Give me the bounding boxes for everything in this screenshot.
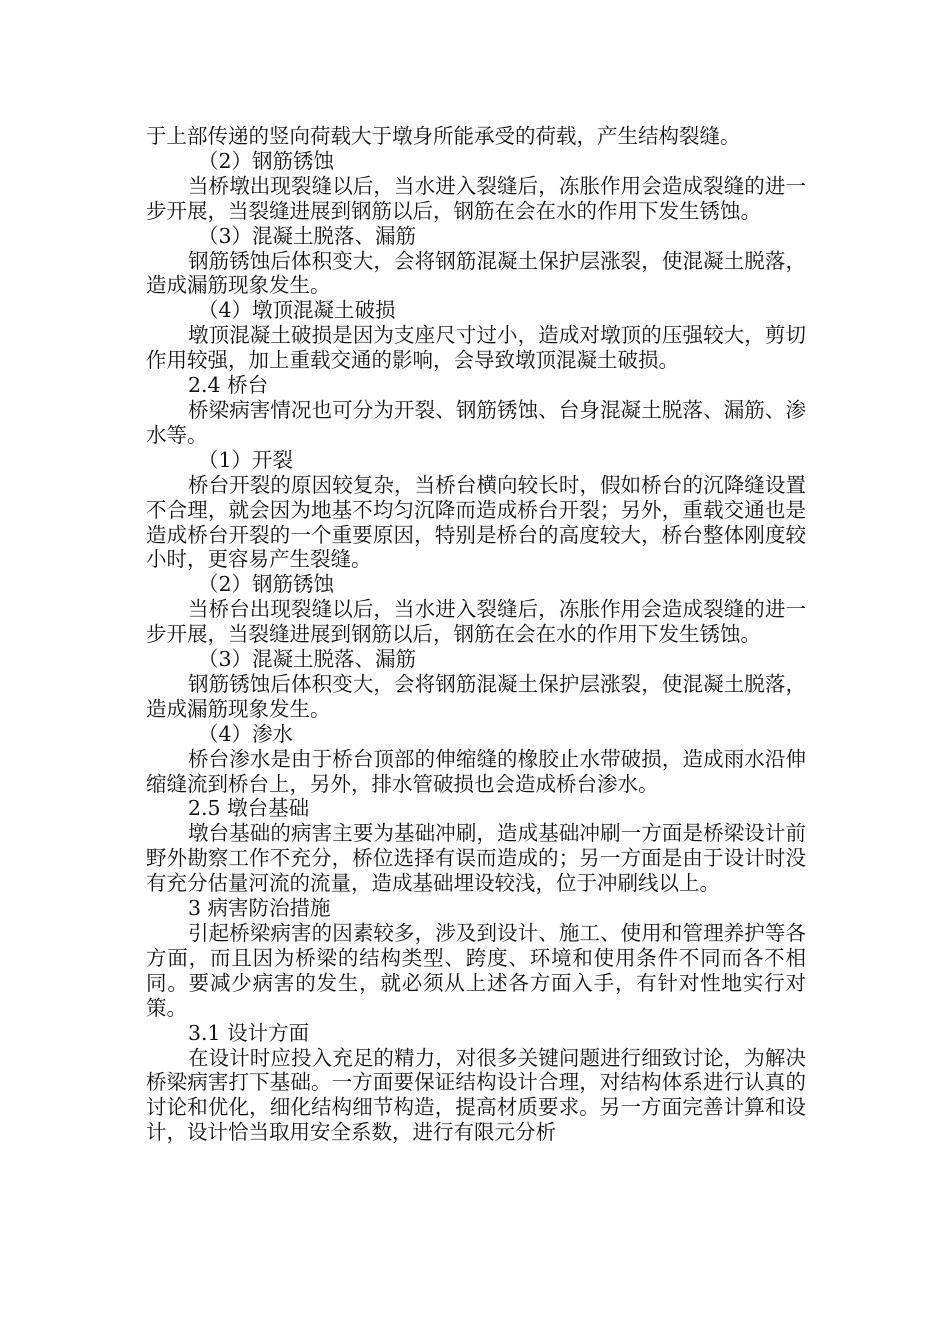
paragraph: 引起桥梁病害的因素较多，涉及到设计、施工、使用和管理养护等各方面，而且因为桥梁的结构类型、跨度、环境和使用条件不同而各不相同。要减少病害的发生，就必须从上述各方面入手，有针对性地实行对策。 [146, 921, 806, 1020]
subheading-pier-top-damage: （4）墩顶混凝土破损 [198, 298, 396, 323]
subheading-abutment-cracking: （1）开裂 [198, 447, 294, 472]
paragraph: 桥台渗水是由于桥台顶部的伸缩缝的橡胶止水带破损，造成雨水沿伸缩缝流到桥台上，另外，排水管破损也会造成桥台渗水。 [146, 746, 806, 796]
subheading-abutment-concrete-spalling: （3）混凝土脱落、漏筋 [198, 647, 417, 672]
paragraph: 钢筋锈蚀后体积变大，会将钢筋混凝土保护层涨裂，使混凝土脱落，造成漏筋现象发生。 [146, 248, 806, 298]
paragraph: 当桥台出现裂缝以后，当水进入裂缝后，冻胀作用会造成裂缝的进一步开展，当裂缝进展到钢筋以后，钢筋在会在水的作用下发生锈蚀。 [146, 597, 806, 647]
paragraph: 桥台开裂的原因较复杂，当桥台横向较长时，假如桥台的沉降缝设置不合理，就会因为地基不均匀沉降而造成桥台开裂；另外，重载交通也是造成桥台开裂的一个重要原因，特别是桥台的高度较大，桥台整体刚度较小时，更容易产生裂缝。 [146, 472, 806, 572]
paragraph: 桥梁病害情况也可分为开裂、钢筋锈蚀、台身混凝土脱落、漏筋、渗水等。 [146, 397, 806, 447]
paragraph: 在设计时应投入充足的精力，对很多关键问题进行细致讨论，为解决桥梁病害打下基础。一方面要保证结构设计合理，对结构体系进行认真的讨论和优化，细化结构细节构造，提高材质要求。另一方面完善计算和设计，设计恰当取用安全系数，进行有限元分析 [146, 1045, 806, 1145]
section-heading-abutment: 2.4 桥台 [188, 373, 269, 398]
section-heading-foundation: 2.5 墩台基础 [188, 796, 310, 821]
subheading-abutment-rebar-corrosion: （2）钢筋锈蚀 [198, 572, 335, 597]
paragraph-continuation: 于上部传递的竖向荷载大于墩身所能承受的荷载，产生结构裂缝。 [146, 124, 741, 148]
section-heading-prevention-measures: 3 病害防治措施 [188, 896, 331, 921]
paragraph: 当桥墩出现裂缝以后，当水进入裂缝后，冻胀作用会造成裂缝的进一步开展，当裂缝进展到钢筋以后，钢筋在会在水的作用下发生锈蚀。 [146, 173, 806, 223]
subheading-abutment-seepage: （4）渗水 [198, 721, 294, 746]
section-heading-design-aspect: 3.1 设计方面 [188, 1020, 310, 1045]
paragraph: 墩顶混凝土破损是因为支座尺寸过小，造成对墩顶的压强较大，剪切作用较强，加上重载交通的影响，会导致墩顶混凝土破损。 [146, 323, 806, 373]
subheading-pier-rebar-corrosion: （2）钢筋锈蚀 [198, 148, 335, 173]
paragraph: 钢筋锈蚀后体积变大，会将钢筋混凝土保护层涨裂，使混凝土脱落，造成漏筋现象发生。 [146, 671, 806, 721]
subheading-pier-concrete-spalling: （3）混凝土脱落、漏筋 [198, 223, 417, 248]
document-body [146, 124, 806, 1145]
paragraph: 墩台基础的病害主要为基础冲刷，造成基础冲刷一方面是桥梁设计前野外勘察工作不充分，桥位选择有误而造成的；另一方面是由于设计时没有充分估量河流的流量，造成基础埋设较浅，位于冲刷线以上。 [146, 821, 806, 896]
